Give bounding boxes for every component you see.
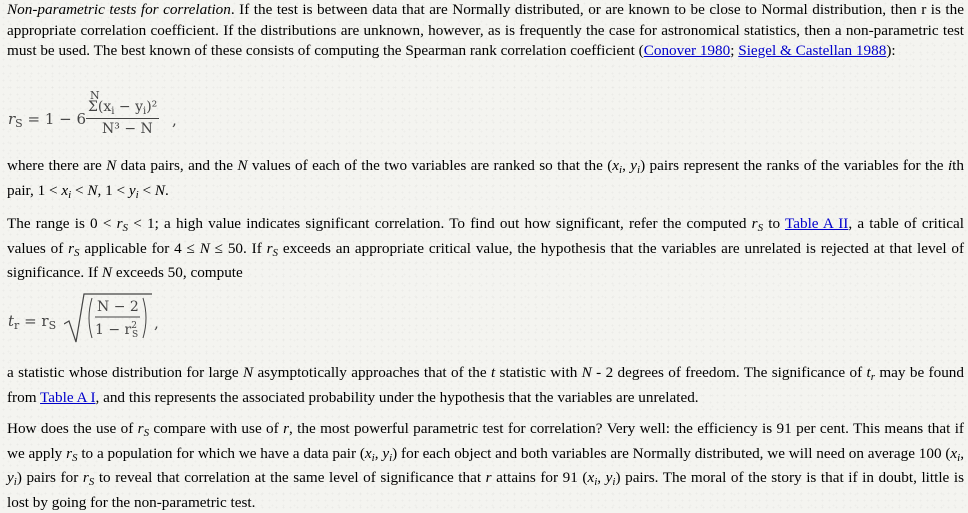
text-p5-t8: attains for 91 ( [491,469,588,486]
text-p5-c1: , [374,444,383,462]
text-p2-i3: i [68,188,72,201]
text-p3-s3: S [74,246,80,259]
text-p2-i4: i [135,188,139,201]
text-p4-t3: statistic with [495,364,582,381]
lead-term: Non-parametric tests for correlation [7,1,231,18]
text-p5-c2: , [960,444,965,462]
text-p2-ith: i [947,157,953,174]
text-p3-t2: < 1; a high value indicates significant correlation. To find out how significant, refer the computed [128,215,752,232]
text-p2-n1: N [106,157,117,174]
text-p2-t3: values of each of the two variables are ranked so that the ( [247,157,613,174]
text-p2-n3: N [87,181,98,199]
text-p2-n4: N [154,181,165,199]
text-p5-s1: S [143,427,150,439]
text-eq2-tail: , [154,314,159,332]
text-p5-i1: i [371,451,375,464]
text-p3-t8: exceeds 50, compute [112,264,243,281]
text-eq2-lhs: t [8,312,15,330]
text-eq1-num3: )² [146,99,158,115]
text-p5-r3: r [82,469,89,486]
text-p4-trs: r [870,371,875,383]
text-eq1-num2: − y [114,99,144,115]
text-p5-i4: i [13,476,17,488]
text-eq1-eq: = 1 − 6 [27,110,87,128]
text-p3-t5: applicable for 4 ≤ [79,239,200,257]
paragraph-intro [7,0,964,62]
text-eq1-lhs_sub: S [15,117,23,130]
spearman-equation [8,89,208,141]
t-denominator [95,321,138,340]
spearman-denominator: N³ − N [102,121,153,137]
text-eq2-den: 1 − r [95,322,132,338]
text-p5-x2: x [950,444,958,462]
text-p4-n1: N [242,364,254,381]
text-p5-t7: to reveal that correlation at the same level of significance that [94,469,486,486]
text-p4-t: t [490,364,496,381]
text-p2-t5: th pair, 1 < [7,157,964,199]
text-p5-t4: to a population for which we have a data pair ( [77,444,365,462]
text-p5-t3: , the most powerful parametric test for correlation? Very well: the efficiency is 91 per cent. This means that if we apply [7,420,964,462]
text-p2-t8: < [138,181,155,199]
text-p2-t7: , 1 < [97,181,129,199]
paragraph-efficiency [7,419,964,513]
text-p4-n2: N [581,364,592,381]
text-p3-r4: r [266,239,273,257]
spearman-numerator: $\Sigma(x_i - y_i)^2$ [88,99,158,117]
text-p3-t6: ≤ 50. If [209,239,267,257]
text-p3-r1: r [116,215,123,232]
text-p5-t5: ) for each object and both variables are Normally distributed, we will need on average 100 ( [392,444,951,462]
text-p5-r1: r [137,420,144,437]
text-eq1-num: Σ(x [88,99,112,115]
text-eq1-tail: , [172,111,177,129]
text-eq1-lhs: r [8,110,16,128]
text-p4-t4: - 2 degrees of freedom. The significance of [591,364,867,381]
text-p5-r: r [283,420,289,437]
text-p4-t6: , and this represents the associated probability under the hypothesis that the variables are unrelated. [95,388,699,406]
text-p5-t1: How does the use of [7,420,138,437]
text-p3-t7: exceeds an appropriate critical value, the hypothesis that the variables are unrelated is rejected at that level of significance. If [7,239,965,281]
text-p5-t9: ) pairs. The moral of the story is that if in doubt, little is lost by going for the non-parametric test. [7,469,965,511]
paragraph-definitions [7,156,964,205]
text-p4-t1: a statistic whose distribution for large [7,364,243,381]
text-p5-i2: i [389,451,393,464]
text-p5-s3: S [88,476,95,488]
sum-upper-limit: N [90,89,100,102]
t-numerator: N − 2 [97,299,139,315]
text-p3-r2: r [751,215,758,232]
text-p3-s1: S [122,222,129,234]
text-p2-y2: y [128,181,136,199]
text-p5-r4: r [485,469,492,486]
text-eq2-den_sub: S [131,330,139,340]
text-p2-x: x [612,157,620,174]
text-p5-x3: x [587,469,595,486]
text-p2-t4: ) pairs represent the ranks of the variables for the [640,157,948,174]
text-p2-t6: < [71,181,88,199]
ref-conover-1980-link[interactable]: Conover 1980 [643,42,731,59]
text-p3-s4: S [272,246,278,259]
text-p5-s2: S [72,451,78,464]
text-p5-i5: i [594,476,598,488]
text-p3-t4: , a table of critical values of [7,215,964,257]
text-p2-n2: N [237,157,248,174]
text-p5-y3: y [605,469,613,486]
text-p1-sep: ; [730,42,739,59]
text-p4-tr: t [866,364,871,381]
text-p2-t2: data pairs, and the [116,157,238,174]
text-p3-s2: S [757,222,764,234]
text-p3-n2: N [101,264,113,281]
text-p2-i2: i [637,164,641,176]
text-p2-comma: , [622,157,631,174]
text-p3-t1: The range is 0 < [7,215,117,232]
text-p5-i6: i [612,476,616,488]
text-p5-y2: y [7,469,14,486]
table-a-ii-link[interactable]: Table A II [785,215,849,232]
text-p5-c3: , [597,469,606,486]
text-p3-r3: r [68,239,75,257]
text-p5-t6: ) pairs for [16,469,83,486]
text-p1-t1: . If the test is between data that are Normally distributed, or are known to be close to Normal distribution, then r is the appropriate correlation coefficient. If the distributions are unknown, however, as is frequently the case for astronomical statistics, then a non-parametric test must be used. The best known of these consists of computing the Spearman rank correlation coefficient ( [7,1,964,59]
text-eq2-lhs_sub: r [14,319,20,332]
text-p5-r2: r [66,444,73,462]
text-p4-t2: asymptotically approaches that of the [253,364,491,381]
text-p3-n1: N [199,239,210,257]
text-p5-t2: compare with use of [149,420,284,437]
text-p5-x1: x [364,444,372,462]
text-p3-t3: to [763,215,786,232]
text-eq2-den_sup: 2 [131,321,137,331]
text-p5-i3: i [957,451,961,464]
text-p1-t2: ): [886,42,896,59]
text-p5-y1: y [382,444,390,462]
ref-siegel-castellan-1988-link[interactable]: Siegel & Castellan 1988 [738,42,887,59]
text-p2-y: y [630,157,638,174]
text-p2-i1: i [619,164,623,176]
text-eq2-eq_sub: S [48,319,57,332]
paragraph-t-statistic [7,363,964,408]
text-p2-x2: x [61,181,69,199]
text-p2-t9: . [164,181,169,199]
text-p4-t5: may be found from [7,364,964,406]
table-a-i-link[interactable]: Table A I [40,388,96,406]
paragraph-range [7,214,964,284]
t-statistic-equation [8,292,208,346]
text-p2-t1: where there are [7,157,107,174]
text-eq2-eq: = r [24,312,49,330]
